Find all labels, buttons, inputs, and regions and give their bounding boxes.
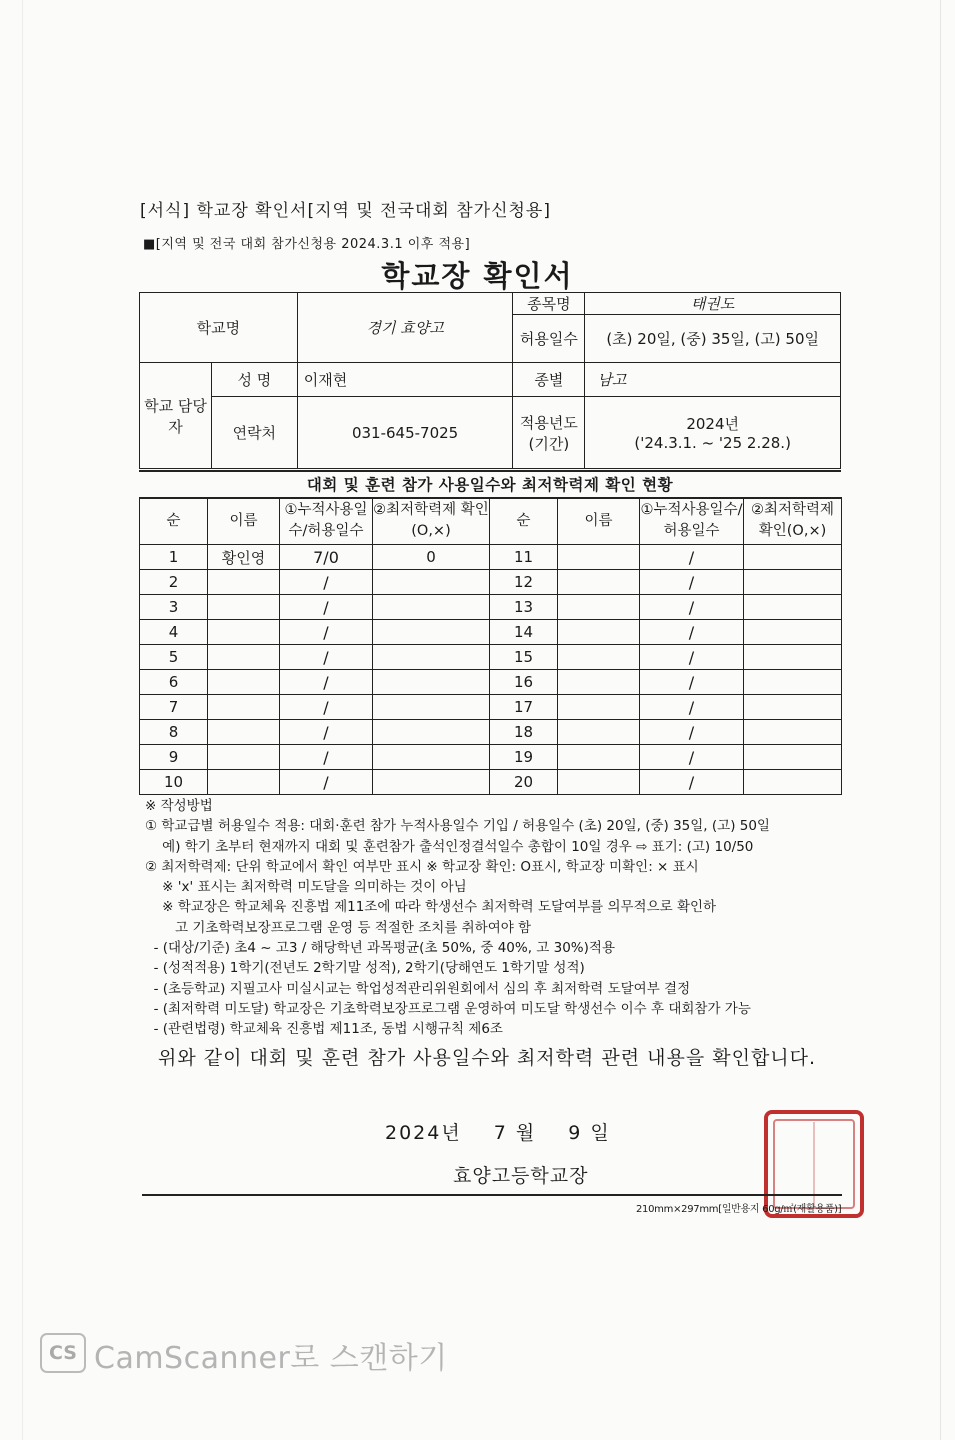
- date-month: 7 월: [493, 1122, 537, 1144]
- row-days-right: /: [640, 770, 744, 795]
- row-name: 황인영: [208, 545, 280, 570]
- row-no: 8: [140, 720, 208, 745]
- col-no: 순: [140, 498, 208, 545]
- year-cell: [585, 397, 841, 469]
- col-days-right: ①누적사용일수/허용일수: [640, 498, 744, 545]
- status-row: [140, 645, 842, 670]
- row-check: [373, 695, 490, 720]
- row-check-right: [744, 620, 842, 645]
- instruction-line: - (초등학교) 지필고사 미실시교는 학업성적관리위원회에서 심의 후 최저학력 도달여부 결정: [145, 980, 691, 997]
- row-no-right: 13: [490, 595, 558, 620]
- status-row: [140, 570, 842, 595]
- row-name: [208, 670, 280, 695]
- row-name: [208, 595, 280, 620]
- sport-value: 태권도: [585, 293, 841, 315]
- principal-name: 효양고등학교장: [453, 1165, 589, 1187]
- row-name-right: [558, 720, 640, 745]
- row-check-right: [744, 770, 842, 795]
- row-check: [373, 770, 490, 795]
- allowed-value: (초) 20일, (중) 35일, (고) 50일: [585, 315, 841, 363]
- gender-label: 종별: [513, 363, 585, 397]
- instruction-line: 고 기초학력보장프로그램 운영 등 적절한 조치를 취하여야 함: [145, 919, 532, 936]
- row-days: /: [280, 595, 373, 620]
- row-no: 7: [140, 695, 208, 720]
- row-no: 2: [140, 570, 208, 595]
- bottom-rule: [142, 1194, 842, 1196]
- row-days: /: [280, 720, 373, 745]
- instruction-line: ② 최저학력제: 단위 학교에서 확인 여부만 표시 ※ 학교장 확인: O표시, 학교장 미확인: × 표시: [145, 858, 699, 875]
- row-check-right: [744, 720, 842, 745]
- row-check-right: [744, 595, 842, 620]
- status-row: [140, 770, 842, 795]
- col-name: 이름: [208, 498, 280, 545]
- row-no: 5: [140, 645, 208, 670]
- status-row: [140, 695, 842, 720]
- row-name-right: [558, 595, 640, 620]
- row-no-right: 16: [490, 670, 558, 695]
- row-days: /: [280, 695, 373, 720]
- row-name-right: [558, 620, 640, 645]
- col-days: ①누적사용일수/허용일수: [280, 498, 373, 545]
- row-no: 3: [140, 595, 208, 620]
- school-label: 학교명: [140, 293, 298, 363]
- year-label: 적용년도 (기간): [513, 397, 585, 469]
- info-table: [139, 292, 841, 469]
- status-table: [139, 497, 842, 795]
- allowed-label: 허용일수: [513, 315, 585, 363]
- status-row: [140, 545, 842, 570]
- date-day: 9 일: [568, 1122, 611, 1144]
- row-no: 10: [140, 770, 208, 795]
- instruction-line: ① 학교급별 허용일수 적용: 대회·훈련 참가 누적사용일수 기입 / 허용일수 (초) 20일, (중) 35일, (고) 50일: [145, 818, 770, 835]
- form-label: [서식] 학교장 확인서[지역 및 전국대회 참가신청용]: [140, 201, 551, 221]
- row-days: /: [280, 620, 373, 645]
- instructions: [145, 796, 855, 1040]
- paper-edge-right: [940, 0, 941, 1440]
- row-check: [373, 595, 490, 620]
- row-name-right: [558, 645, 640, 670]
- row-no-right: 11: [490, 545, 558, 570]
- instruction-line: ※ 'x' 표시는 최저학력 미도달을 의미하는 것이 아님: [145, 879, 467, 896]
- row-days-right: /: [640, 595, 744, 620]
- row-check-right: [744, 745, 842, 770]
- contact-label: 연락처: [211, 397, 297, 469]
- row-name-right: [558, 670, 640, 695]
- row-no-right: 17: [490, 695, 558, 720]
- row-days-right: /: [640, 695, 744, 720]
- status-row: [140, 670, 842, 695]
- instruction-line: 예) 학기 초부터 현재까지 대회 및 훈련참가 출석인정결석일수 총합이 10일 경우 ⇨ 표기: (고) 10/50: [145, 838, 754, 855]
- row-days: /: [280, 570, 373, 595]
- row-name: [208, 770, 280, 795]
- row-name-right: [558, 545, 640, 570]
- contact-value: 031-645-7025: [297, 397, 513, 469]
- row-no-right: 19: [490, 745, 558, 770]
- row-check: [373, 570, 490, 595]
- paper-spec-footnote: 210mm×297mm[일반용지 60g/㎡(재활용품)]: [636, 1204, 842, 1215]
- camscanner-logo-icon: CS: [40, 1333, 86, 1373]
- row-days-right: /: [640, 720, 744, 745]
- row-days: 7/0: [280, 545, 373, 570]
- row-check-right: [744, 645, 842, 670]
- form-subtitle: ■[지역 및 전국 대회 참가신청용 2024.3.1 이후 적용]: [143, 237, 471, 252]
- row-days-right: /: [640, 745, 744, 770]
- row-days: /: [280, 670, 373, 695]
- row-check: 0: [373, 545, 490, 570]
- row-no-right: 15: [490, 645, 558, 670]
- gender-value: 남고: [585, 363, 841, 397]
- name-label: 성 명: [211, 363, 297, 397]
- row-name: [208, 695, 280, 720]
- row-days-right: /: [640, 570, 744, 595]
- row-no-right: 20: [490, 770, 558, 795]
- col-check-right: ②최저학력제 확인(O,×): [744, 498, 842, 545]
- row-days: /: [280, 645, 373, 670]
- page-title: 학교장 확인서: [381, 259, 574, 293]
- row-days-right: /: [640, 620, 744, 645]
- row-days: /: [280, 745, 373, 770]
- col-no-right: 순: [490, 498, 558, 545]
- col-check: ②최저학력제 확인(O,×): [373, 498, 490, 545]
- name-value: 이재현: [297, 363, 513, 397]
- row-no-right: 12: [490, 570, 558, 595]
- row-no: 4: [140, 620, 208, 645]
- row-name-right: [558, 570, 640, 595]
- status-row: [140, 595, 842, 620]
- row-no: 6: [140, 670, 208, 695]
- row-name: [208, 570, 280, 595]
- row-check: [373, 745, 490, 770]
- camscanner-watermark: CamScanner로 스캔하기: [94, 1341, 448, 1376]
- row-check-right: [744, 670, 842, 695]
- row-check: [373, 620, 490, 645]
- row-name-right: [558, 770, 640, 795]
- row-no: 1: [140, 545, 208, 570]
- status-row: [140, 720, 842, 745]
- instruction-line: - (대상/기준) 초4 ~ 고3 / 해당학년 과목평균(초 50%, 중 40%, 고 30%)적용: [145, 940, 615, 957]
- row-check-right: [744, 545, 842, 570]
- row-days-right: /: [640, 670, 744, 695]
- row-name-right: [558, 745, 640, 770]
- row-days-right: /: [640, 645, 744, 670]
- section-title: 대회 및 훈련 참가 사용일수와 최저학력제 확인 현황: [139, 470, 841, 499]
- row-name: [208, 645, 280, 670]
- row-check: [373, 645, 490, 670]
- status-header-row: [140, 498, 842, 545]
- sport-label: 종목명: [513, 293, 585, 315]
- instruction-line: - (관련법령) 학교체육 진흥법 제11조, 동법 시행규칙 제6조: [145, 1021, 503, 1038]
- row-name: [208, 620, 280, 645]
- row-check-right: [744, 695, 842, 720]
- school-value: 경기 효양고: [297, 293, 513, 363]
- status-row: [140, 620, 842, 645]
- row-no: 9: [140, 745, 208, 770]
- row-no-right: 14: [490, 620, 558, 645]
- row-days: /: [280, 770, 373, 795]
- col-name-right: 이름: [558, 498, 640, 545]
- paper-edge-left: [22, 0, 23, 1440]
- instruction-line: - (성적적용) 1학기(전년도 2학기말 성적), 2학기(당해연도 1학기말 성적): [145, 960, 585, 977]
- row-days-right: /: [640, 545, 744, 570]
- row-check: [373, 670, 490, 695]
- row-name-right: [558, 695, 640, 720]
- conclusion-text: 위와 같이 대회 및 훈련 참가 사용일수와 최저학력 관련 내용을 확인합니다.: [158, 1047, 817, 1069]
- status-row: [140, 745, 842, 770]
- signature-date: [385, 1118, 635, 1145]
- date-year: 2024년: [385, 1122, 462, 1144]
- row-no-right: 18: [490, 720, 558, 745]
- row-name: [208, 720, 280, 745]
- instruction-line: ※ 학교장은 학교체육 진흥법 제11조에 따라 학생선수 최저학력 도달여부를 의무적으로 확인하: [145, 899, 717, 916]
- year-value: 2024년: [686, 415, 739, 433]
- instruction-line: ※ 작성방법: [145, 798, 213, 814]
- instruction-line: - (최저학력 미도달) 학교장은 기초학력보장프로그램 운영하여 미도달 학생선수 이수 후 대회참가 가능: [145, 1000, 751, 1017]
- row-check: [373, 720, 490, 745]
- row-check-right: [744, 570, 842, 595]
- period-value: ('24.3.1. ~ '25 2.28.): [634, 434, 791, 452]
- manager-label: 학교 담당자: [140, 363, 212, 469]
- row-name: [208, 745, 280, 770]
